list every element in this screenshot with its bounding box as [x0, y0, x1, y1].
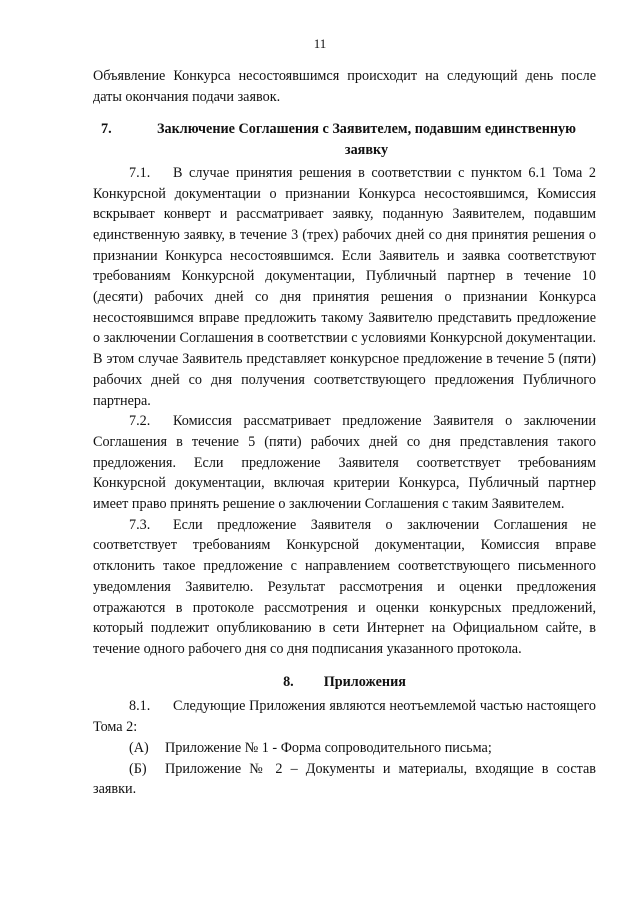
paragraph-7-3 — [93, 515, 596, 660]
paragraph-7-3-text: Если предложение Заявителя о заключении Соглашения не соответствует требованиям Конкурсной документации, Комиссия вправе отклонить такое предложение с направлением соответствующего письменного уведомления Заявителю. Результат рассмотрения и оценки предложения отражаются в протоколе рассмотрения и оценки конкурсных предложений, который подлежит опубликованию в сети Интернет на Официальном сайте, в течение одного рабочего дня со дня подписания указанного протокола. — [93, 516, 596, 657]
paragraph-7-1-number: 7.1. — [129, 164, 151, 181]
list-item-b-mark: (Б) — [129, 760, 147, 777]
list-item-a-mark: (А) — [129, 739, 149, 756]
paragraph-7-3-number: 7.3. — [129, 516, 151, 533]
section-8-heading — [93, 672, 596, 693]
paragraph-7-1 — [93, 163, 596, 411]
list-item-a — [93, 738, 596, 759]
list-item-b — [93, 759, 596, 800]
section-8-title: Приложения — [323, 673, 406, 690]
paragraph-7-2 — [93, 411, 596, 515]
list-item-b-text: Приложение № 2 – Документы и материалы, входящие в состав заявки. — [93, 760, 596, 798]
paragraph-8-1-text: Следующие Приложения являются неотъемлемой частью настоящего Тома 2: — [93, 698, 596, 736]
section-7-number: 7. — [101, 121, 112, 138]
paragraph-8-1 — [93, 696, 596, 737]
section-7-heading — [93, 119, 596, 160]
intro-paragraph: Объявление Конкурса несостоявшимся происходит на следующий день после даты окончания подачи заявок. — [93, 68, 596, 105]
section-7-title: Заключение Соглашения с Заявителем, подавшим единственную заявку — [157, 121, 576, 159]
paragraph-8-1-number: 8.1. — [129, 698, 151, 715]
list-item-a-text: Приложение № 1 - Форма сопроводительного письма; — [165, 739, 492, 756]
paragraph-7-2-number: 7.2. — [129, 413, 151, 430]
paragraph-7-1-text: В случае принятия решения в соответствии с пунктом 6.1 Тома 2 Конкурсной документации о признании Конкурса несостоявшимся, Комиссия вскрывает конверт и рассматривает заявку, поданную Заявителем, подавшим единственную заявку, в течение 3 (трех) рабочих дней со дня принятия решения о признании Конкурса несостоявшимся. Если Заявитель и заявка соответствуют требованиям Конкурсной документации, Публичный партнер в течение 10 (десяти) рабочих дней со дня принятия решения о признании Конкурса несостоявшимся вправе предложить такому Заявителю представить предложение о заключении Соглашения в соответствии с условиями Конкурсной документации. В этом случае Заявитель представляет конкурсное предложение в течение 5 (пяти) рабочих дней со дня получения соответствующего предложения Публичного партнера. — [93, 164, 596, 409]
page-number: 11 — [313, 36, 327, 51]
section-8-number: 8. — [283, 673, 294, 690]
document-body — [93, 66, 596, 800]
paragraph-7-2-text: Комиссия рассматривает предложение Заявителя о заключении Соглашения в течение 5 (пяти) рабочих дней со дня представления такого предложения. Если предложение Заявителя соответствует требованиям Конкурсной документации, включая критерии Конкурса, Публичный партнер имеет право принять решение о заключении Соглашения с таким Заявителем. — [93, 413, 596, 513]
